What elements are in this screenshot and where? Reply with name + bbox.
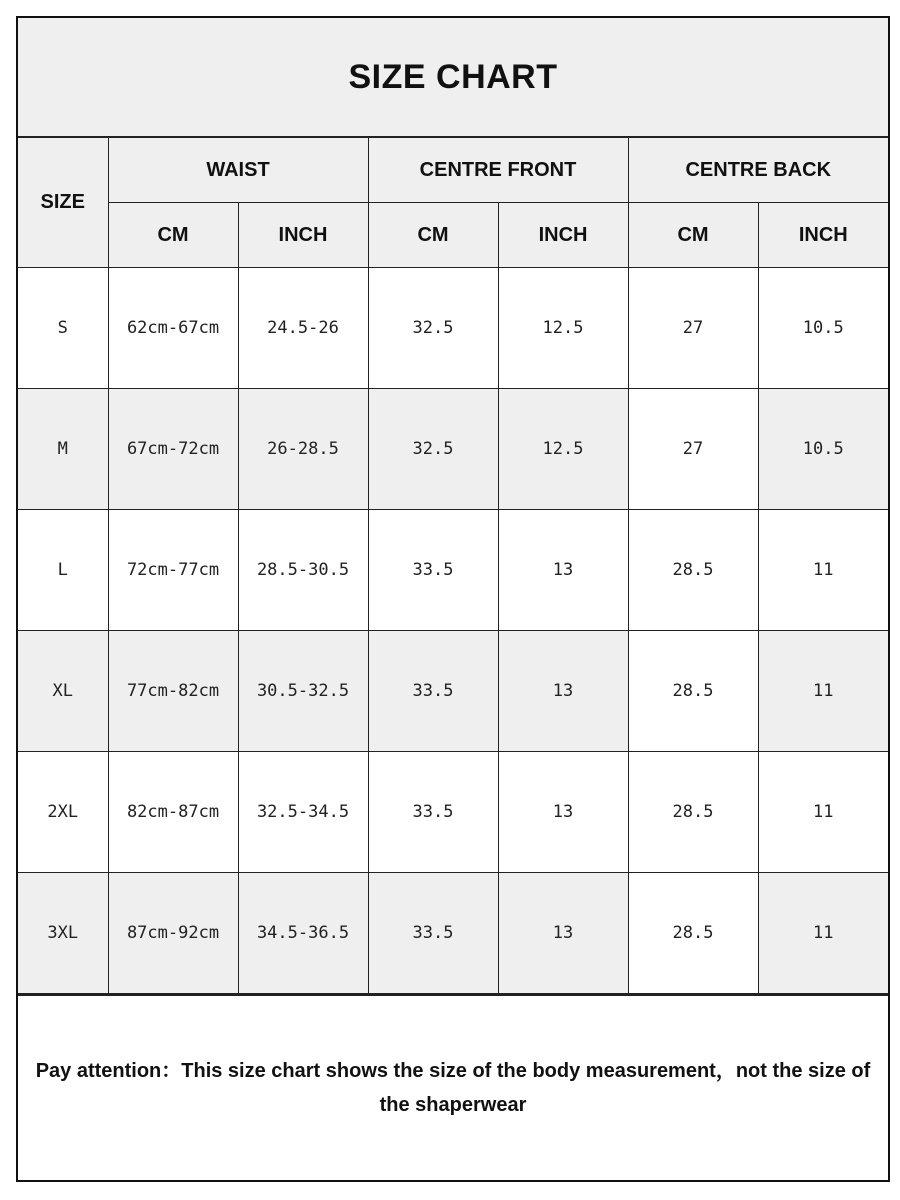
front-inch-cell: 12.5 [498, 268, 628, 389]
back-inch-cell: 11 [758, 873, 888, 994]
waist-inch-cell: 30.5-32.5 [238, 631, 368, 752]
table-row [18, 631, 888, 752]
size-cell: 3XL [18, 873, 108, 994]
front-inch-cell: 13 [498, 510, 628, 631]
back-inch-cell: 11 [758, 631, 888, 752]
front-inch-cell: 12.5 [498, 389, 628, 510]
back-cm-cell: 27 [628, 268, 758, 389]
back-inch-cell: 11 [758, 752, 888, 873]
table-row [18, 752, 888, 873]
waist-cm-cell: 77cm-82cm [108, 631, 238, 752]
front-inch-cell: 13 [498, 631, 628, 752]
waist-inch-cell: 28.5-30.5 [238, 510, 368, 631]
size-cell: M [18, 389, 108, 510]
waist-cm-cell: 82cm-87cm [108, 752, 238, 873]
unit-header: INCH [498, 203, 628, 268]
page-title: SIZE CHART [348, 57, 558, 96]
note-box [18, 994, 888, 1180]
size-cell: 2XL [18, 752, 108, 873]
back-inch-cell: 10.5 [758, 389, 888, 510]
size-header: SIZE [18, 138, 108, 268]
waist-inch-cell: 24.5-26 [238, 268, 368, 389]
unit-header: CM [368, 203, 498, 268]
unit-header: INCH [238, 203, 368, 268]
header-row-units [18, 203, 888, 268]
waist-header: WAIST [108, 138, 368, 203]
waist-cm-cell: 87cm-92cm [108, 873, 238, 994]
header-row-groups [18, 138, 888, 203]
back-cm-cell: 28.5 [628, 752, 758, 873]
size-cell: S [18, 268, 108, 389]
front-cm-cell: 33.5 [368, 873, 498, 994]
centre-back-header: CENTRE BACK [628, 138, 888, 203]
front-inch-cell: 13 [498, 873, 628, 994]
back-cm-cell: 27 [628, 389, 758, 510]
front-cm-cell: 32.5 [368, 268, 498, 389]
unit-header: INCH [758, 203, 888, 268]
front-cm-cell: 33.5 [368, 631, 498, 752]
front-cm-cell: 33.5 [368, 510, 498, 631]
unit-header: CM [108, 203, 238, 268]
unit-header: CM [628, 203, 758, 268]
table-row [18, 389, 888, 510]
title-bar [18, 18, 888, 138]
table-row [18, 873, 888, 994]
front-cm-cell: 33.5 [368, 752, 498, 873]
table-row [18, 268, 888, 389]
size-cell: L [18, 510, 108, 631]
centre-front-header: CENTRE FRONT [368, 138, 628, 203]
waist-inch-cell: 32.5-34.5 [238, 752, 368, 873]
waist-cm-cell: 67cm-72cm [108, 389, 238, 510]
back-inch-cell: 11 [758, 510, 888, 631]
size-table [18, 138, 888, 994]
waist-inch-cell: 26-28.5 [238, 389, 368, 510]
front-cm-cell: 32.5 [368, 389, 498, 510]
attention-note: Pay attention：This size chart shows the size of the body measurement，not the size of the shaperwear [35, 1060, 871, 1116]
back-cm-cell: 28.5 [628, 873, 758, 994]
size-chart-sheet [16, 16, 890, 1182]
front-inch-cell: 13 [498, 752, 628, 873]
size-cell: XL [18, 631, 108, 752]
waist-cm-cell: 72cm-77cm [108, 510, 238, 631]
back-inch-cell: 10.5 [758, 268, 888, 389]
waist-inch-cell: 34.5-36.5 [238, 873, 368, 994]
back-cm-cell: 28.5 [628, 510, 758, 631]
waist-cm-cell: 62cm-67cm [108, 268, 238, 389]
back-cm-cell: 28.5 [628, 631, 758, 752]
table-row [18, 510, 888, 631]
